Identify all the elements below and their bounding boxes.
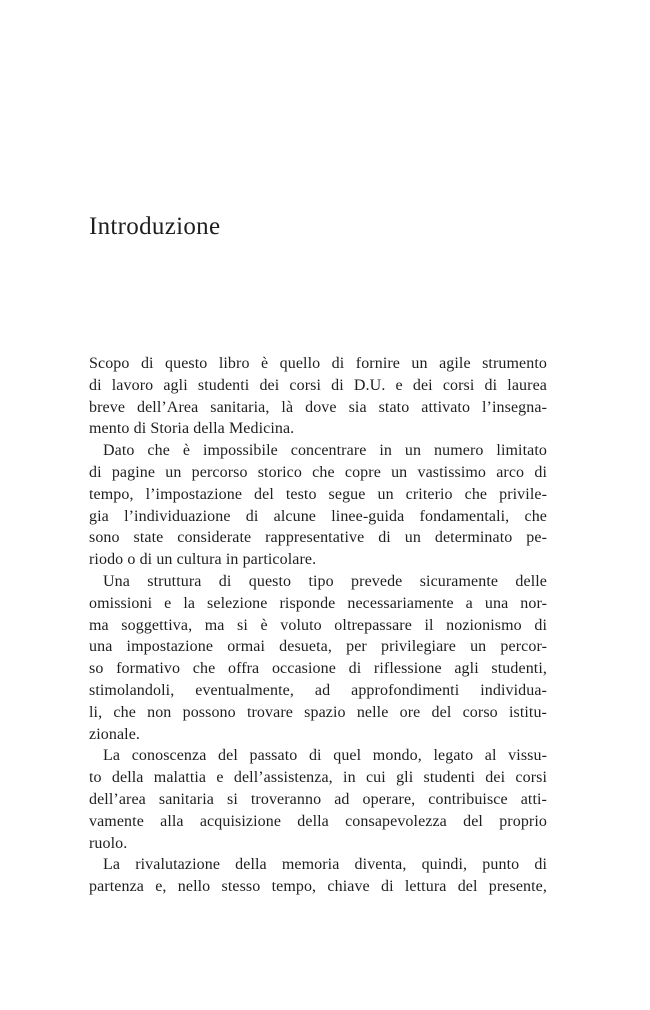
paragraph — [89, 745, 547, 854]
body-text — [89, 353, 547, 898]
paragraph — [89, 353, 547, 440]
text-line: partenza e, nello stesso tempo, chiave di lettura del presente, — [89, 878, 547, 896]
text-line: gia l’individuazione di alcune linee-guida fondamentali, che — [89, 507, 547, 525]
text-line: di pagine un percorso storico che copre un vastissimo arco di — [89, 463, 547, 481]
text-line: riodo o di un cultura in particolare. — [89, 551, 317, 569]
text-line: stimolandoli, eventualmente, ad approfondimenti individua- — [89, 681, 547, 699]
text-line: una impostazione ormai desueta, per privilegiare un percor- — [89, 638, 547, 656]
text-line: Dato che è impossibile concentrare in un numero limitato — [103, 442, 547, 460]
paragraph — [89, 571, 547, 745]
text-line: to della malattia e dell’assistenza, in cui gli studenti dei corsi — [89, 769, 547, 787]
text-line: tempo, l’impostazione del testo segue un criterio che privile- — [89, 485, 547, 503]
text-line: mento di Storia della Medicina. — [89, 420, 295, 438]
text-line: di lavoro agli studenti dei corsi di D.U. e dei corsi di laurea — [89, 376, 547, 394]
text-line: vamente alla acquisizione della consapevolezza del proprio — [89, 812, 547, 830]
paragraph — [89, 854, 547, 898]
paragraph — [89, 440, 547, 571]
text-line: so formativo che offra occasione di riflessione agli studenti, — [89, 660, 547, 678]
text-line: La conoscenza del passato di quel mondo, legato al vissu- — [103, 747, 547, 765]
text-line: li, che non possono trovare spazio nelle ore del corso istitu- — [89, 703, 547, 721]
text-line: breve dell’Area sanitaria, là dove sia stato attivato l’insegna- — [89, 398, 547, 416]
text-line: La rivalutazione della memoria diventa, quindi, punto di — [103, 856, 547, 874]
text-line: ruolo. — [89, 834, 128, 852]
text-line: zionale. — [89, 725, 140, 743]
text-line: Una struttura di questo tipo prevede sicuramente delle — [103, 572, 547, 590]
text-line: sono state considerate rappresentative di un determinato pe- — [89, 529, 547, 547]
text-line: Scopo di questo libro è quello di fornire un agile strumento — [89, 355, 547, 372]
text-line: omissioni e la selezione risponde necessariamente a una nor- — [89, 594, 547, 612]
text-line: ma soggettiva, ma si è voluto oltrepassare il nozionismo di — [89, 616, 547, 634]
text-line: dell’area sanitaria si troveranno ad operare, contribuisce atti- — [89, 790, 547, 808]
chapter-title: Introduzione — [89, 213, 221, 240]
